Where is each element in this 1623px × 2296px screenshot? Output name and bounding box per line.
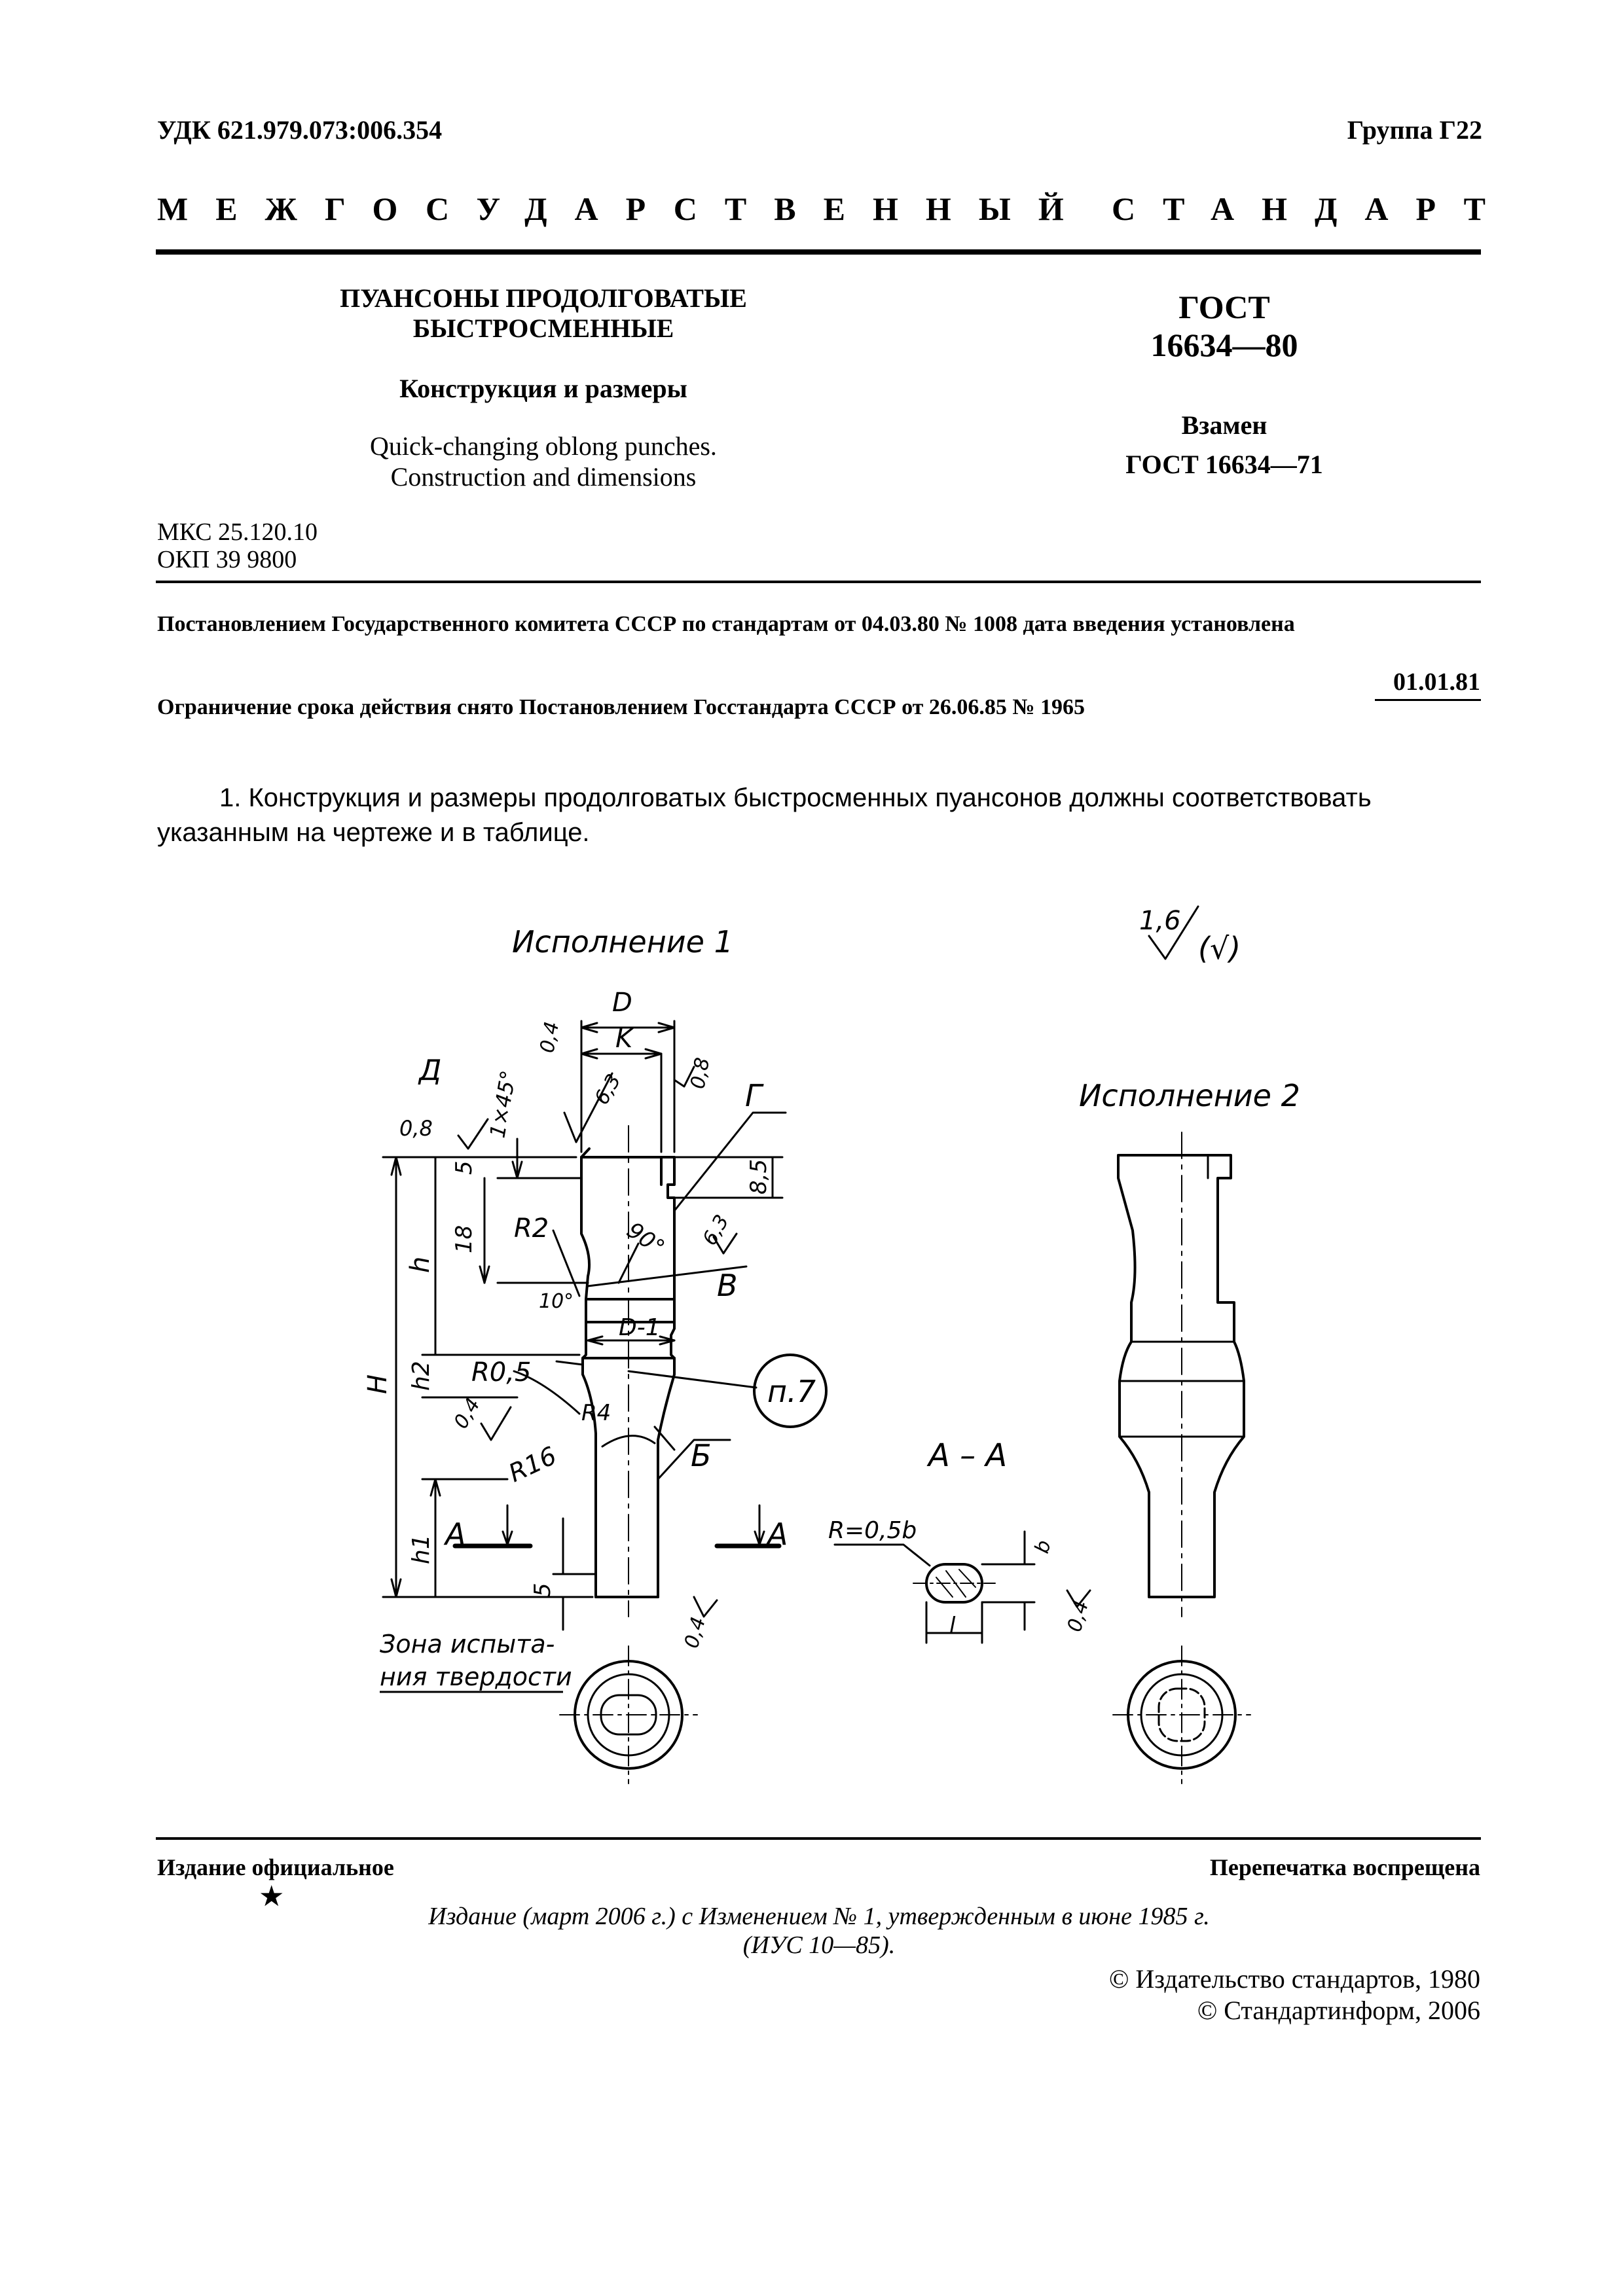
label-10-deg: 10° — [539, 1290, 574, 1313]
variant-2-label: Исполнение 2 — [1079, 1078, 1300, 1113]
title-line-2: БЫСТРОСМЕННЫЕ — [412, 314, 674, 343]
variant-1-label: Исполнение 1 — [512, 924, 733, 960]
label-R0-5: R0,5 — [471, 1357, 532, 1388]
edition-note-line-2: (ИУС 10—85). — [742, 1931, 896, 1959]
label-5-bottom: 5 — [530, 1583, 556, 1597]
variant-2-end-view — [1113, 1646, 1250, 1784]
replaces-label: Взамен — [1181, 410, 1267, 440]
label-5-top: 5 — [451, 1160, 477, 1175]
label-0-8-left: 0,8 — [399, 1116, 433, 1141]
replaces-value: ГОСТ 16634—71 — [1125, 450, 1323, 479]
copyright-2: © Стандартинформ, 2006 — [1197, 1996, 1480, 2025]
label-chamfer: 1×45° — [484, 1068, 521, 1140]
label-6-3-top: 6,3 — [590, 1070, 626, 1109]
title-line-1: ПУАНСОНЫ ПРОДОЛГОВАТЫЕ — [340, 283, 747, 313]
document-subtitle: Конструкция и размеры — [399, 374, 687, 403]
roughness-symbols — [458, 906, 1198, 1617]
label-D: D — [612, 988, 632, 1018]
edition-note — [157, 1902, 1481, 1960]
label-A-left: А — [445, 1516, 466, 1552]
group-code: Группа Г22 — [1347, 115, 1482, 145]
section-a-a-label: А – А — [928, 1437, 1008, 1474]
label-18: 18 — [451, 1225, 477, 1253]
general-roughness-value: 1,6 — [1139, 906, 1181, 936]
label-В: В — [717, 1268, 738, 1303]
udk-code: УДК 621.979.073:006.354 — [157, 115, 443, 145]
general-roughness-paren: (√) — [1198, 931, 1241, 966]
label-6-3-mid: 6,3 — [698, 1211, 734, 1249]
section-arrows — [503, 1505, 764, 1545]
label-0-8-top: 0,8 — [686, 1056, 715, 1091]
label-8-5: 8,5 — [746, 1158, 772, 1194]
label-h: h — [405, 1256, 435, 1273]
label-90-deg: 90° — [621, 1217, 670, 1261]
decree-line-2: Ограничение срока действия снято Постановлением Госстандарта СССР от 26.06.85 № 1965 — [157, 695, 1085, 719]
label-Г: Г — [745, 1078, 762, 1113]
label-R16: R16 — [504, 1441, 561, 1488]
standard-label: СТАНДАРТ — [1112, 190, 1513, 227]
variant-1-end-view — [560, 1646, 697, 1784]
dim-top-5-18 — [480, 1139, 588, 1283]
paragraph-1-line-2: указанным на чертеже и в таблице. — [157, 818, 590, 847]
label-H: H — [363, 1374, 393, 1394]
english-title-line-1: Quick-changing oblong punches. — [370, 431, 717, 461]
dim-bottom-5 — [553, 1518, 596, 1630]
label-0-4-mid: 0,4 — [449, 1394, 485, 1433]
copyright-block — [1109, 1964, 1480, 2026]
official-edition: Издание официальное — [157, 1854, 394, 1880]
footer-rule — [156, 1837, 1481, 1840]
label-R-0-5b: R=0,5b — [828, 1517, 917, 1544]
edition-note-line-1: Издание (март 2006 г.) с Изменением № 1, утвержденным в июне 1985 г. — [428, 1903, 1210, 1930]
label-b: b — [1030, 1537, 1056, 1556]
reprint-prohibited: Перепечатка воспрещена — [1209, 1854, 1480, 1880]
label-0-4-top: 0,4 — [536, 1020, 564, 1055]
label-R2: R2 — [514, 1213, 549, 1244]
english-title-line-2: Construction and dimensions — [390, 462, 697, 492]
star-icon: ★ — [259, 1880, 285, 1912]
label-D-1: D-1 — [619, 1314, 661, 1341]
gost-label: ГОСТ — [1178, 289, 1270, 325]
label-Б: Б — [691, 1438, 712, 1473]
mks-code: МКС 25.120.10 — [157, 518, 318, 546]
label-h1: h1 — [408, 1534, 435, 1564]
decree-line-1: Постановлением Государственного комитета СССР по стандартам от 04.03.80 № 1008 дата введения установлена — [157, 612, 1295, 636]
label-h2: h2 — [408, 1361, 435, 1391]
label-l: l — [949, 1613, 956, 1639]
label-note-ref: п.7 — [767, 1374, 816, 1409]
hardness-zone-line-1: Зона испыта- — [380, 1630, 555, 1659]
copyright-1: © Издательство стандартов, 1980 — [1108, 1964, 1480, 1994]
variant-2-body — [1118, 1132, 1244, 1617]
label-0-4-bottom: 0,4 — [680, 1614, 711, 1651]
effective-date: 01.01.81 — [1393, 668, 1480, 696]
interstate-label: МЕЖГОСУДАРСТВЕННЫЙ — [157, 190, 1091, 227]
paragraph-1-line-1: 1. Конструкция и размеры продолговатых быстросменных пуансонов должны соответствовать — [219, 783, 1372, 812]
section-a-a — [835, 1532, 1034, 1643]
label-Д: Д — [419, 1054, 442, 1087]
label-K: K — [615, 1024, 633, 1054]
label-R4: R4 — [581, 1400, 611, 1426]
label-0-4-section: 0,4 — [1063, 1598, 1094, 1635]
gost-number: 16634—80 — [1150, 327, 1298, 363]
hardness-zone-line-2: ния твердости — [380, 1662, 572, 1691]
label-A-right: А — [767, 1516, 788, 1552]
okp-code: ОКП 39 9800 — [157, 546, 297, 573]
